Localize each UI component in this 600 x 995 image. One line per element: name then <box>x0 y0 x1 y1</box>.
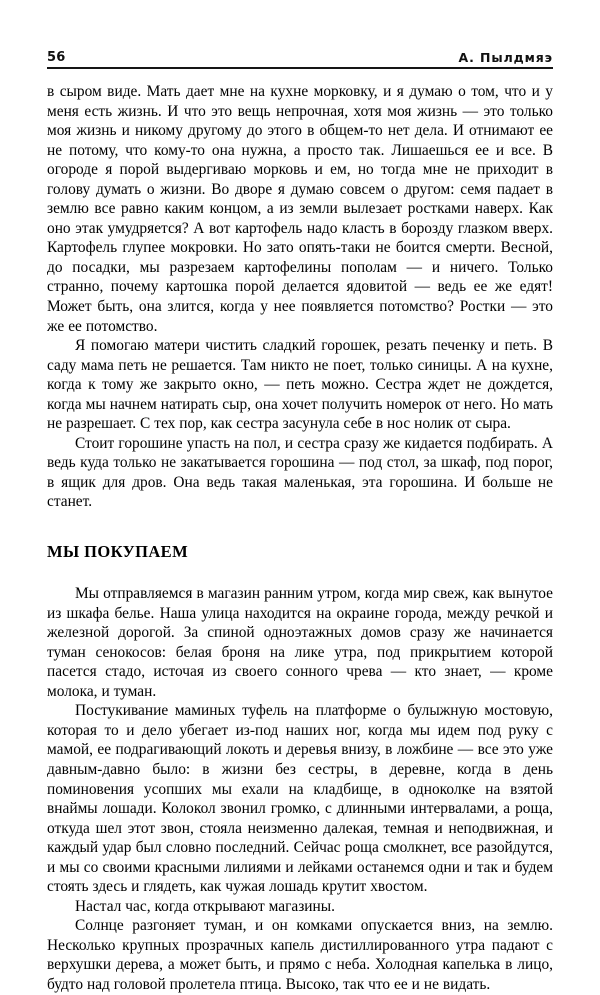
header-rule <box>47 67 553 69</box>
paragraph: Постукивание маминых туфель на платформе о булыжную мостовую, которая то и дело убегает из-под наших ног, когда мы идем под руку с мамой, ее подрагивающий локоть и деревья внизу, в ложбине — все это уже давным-давно было: в жизни без сестры, в деревне, когда в день поминовения усопших мы ехали на кладбище, в одноколке на взятой внаймы лошади. Колокол звонил громко, с длинными интервалами, а роща, откуда шел этот звон, стояла неизменно далекая, темная и неподвижная, и каждый удар был словно последний. Сейчас роща смолкнет, все разойдутся, и мы со своими красными лилиями и лейками останемся одни и так и будем стоять здесь и глядеть, как чужая лошадь крутит хвостом. <box>47 702 553 896</box>
spacer <box>47 562 553 584</box>
paragraph: Настал час, когда открывают магазины. <box>75 897 335 915</box>
paragraph: Мы отправляемся в магазин ранним утром, когда мир свеж, как вынутое из шкафа белье. Наша улица находится на окраине города, между речкой и железной дорогой. За спиной одноэтажных домов сразу же начинается туман сенокосов: белая броня на лике утра, под прикрытием которой пасется стадо, источая из своего сонного чрева — кто знает, — кроме молока, и туман. <box>47 585 553 700</box>
page-number: 56 <box>47 50 66 65</box>
paragraph: в сыром виде. Мать дает мне на кухне морковку, и я думаю о том, что и у меня есть жизнь. И что это вещь непрочная, хотя моя жизнь — это только моя жизнь и никому другому до этого в общем-то нет дела. И отнимают ее не потому, что кому-то она нужна, а просто так. Лишаешься ее и все. В огороде я порой выдергиваю морковь и ем, но тогда мне не приходит в голову думать о жизни. Во дворе я думаю совсем о другом: семя падает в землю все равно каким концом, а из земли вылезает ростками наверх. Как оно этак умудряется? А вот картофель надо класть в борозду глазком вверх. Картофель глупее мокровки. Но зато опять-таки не боится смерти. Весной, до посадки, мы разрезаем картофелины пополам — и ничего. Только странно, почему картошка порой делается ядовитой — ведь ее же едят! Может быть, она злится, когда у нее появляется потомство? Ростки — это же ее потомство. <box>47 83 553 335</box>
text-block <box>47 82 553 995</box>
spacer <box>47 512 553 542</box>
paragraph: Я помогаю матери чистить сладкий горошек, резать печенку и петь. В саду мама петь не решается. Там никто не поет, только синицы. А на кухне, когда к тому же закрыто окно, — петь можно. Сестра ждет не дождется, когда мы начнем натирать сыр, она хочет получить номерок от него. Но мать не разрешает. С тех пор, как сестра засунула себе в нос нолик от сыра. <box>47 337 553 433</box>
running-head <box>47 44 553 64</box>
paragraph: Солнце разгоняет туман, и он комками опускается вниз, на землю. Несколько крупных прозрачных капель дистиллированного утра падают с верхушки дерева, а может быть, и прямо с неба. Холодная капелька в лицо, будто над головой пролетела птица. Высоко, так что ее и не видать. <box>47 917 553 993</box>
paragraph: Стоит горошине упасть на пол, и сестра сразу же кидается подбирать. А ведь куда только не закатывается горошина — под стол, за шкаф, под порог, в ящик для дров. Она ведь такая маленькая, эта горошина. И больше не станет. <box>47 434 553 511</box>
author-name: А. Пылдмяэ <box>458 49 553 65</box>
section-heading: МЫ ПОКУПАЕМ <box>47 542 189 562</box>
